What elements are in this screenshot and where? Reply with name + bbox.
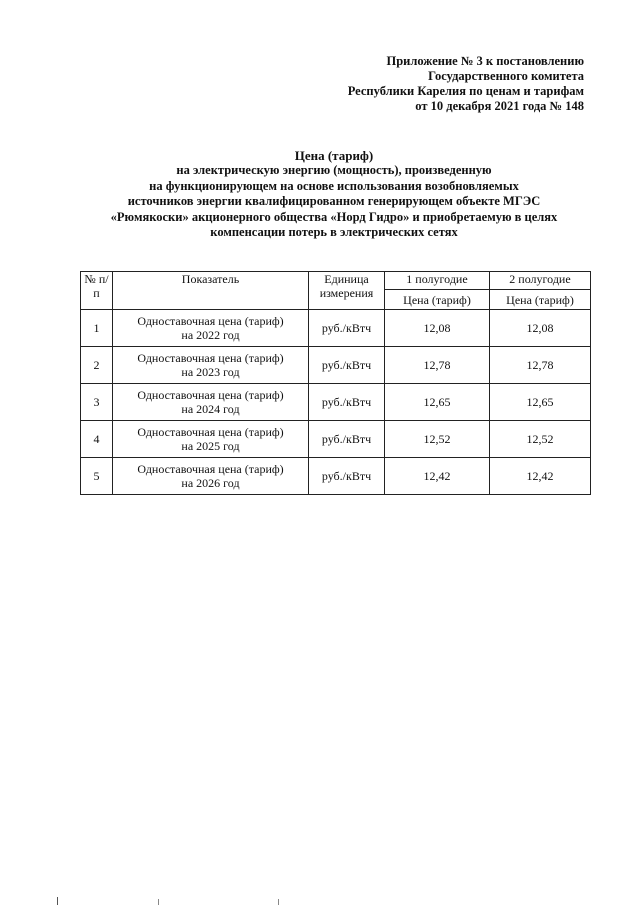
title-line: источников энергии квалифицированном генерирующем объекте МГЭС [127, 194, 541, 209]
title-line: компенсации потерь в электрических сетях [210, 225, 458, 240]
row-indicator [113, 384, 309, 421]
row-num: 2 [81, 347, 113, 384]
row-price-half2: 12,78 [490, 347, 591, 384]
title-line: на электрическую энергию (мощность), произведенную [176, 163, 492, 178]
table-row [81, 421, 591, 458]
table-row [81, 347, 591, 384]
document-title [80, 148, 588, 240]
header-half2: 2 полугодие [490, 272, 591, 290]
row-unit: руб./кВтч [309, 310, 385, 347]
row-num: 5 [81, 458, 113, 495]
row-num: 1 [81, 310, 113, 347]
row-indicator [113, 421, 309, 458]
title-line: на функционирующем на основе использования возобновляемых [149, 178, 519, 193]
document-header [348, 54, 584, 114]
row-num: 3 [81, 384, 113, 421]
row-indicator-line2: на 2024 год [181, 402, 240, 416]
scan-marks [0, 896, 640, 905]
tariff-table [80, 271, 591, 495]
scan-mark [158, 899, 159, 905]
header-line: Государственного комитета [428, 69, 584, 83]
header-price2: Цена (тариф) [490, 290, 591, 310]
row-indicator-line2: на 2022 год [181, 328, 240, 342]
row-indicator-line1: Одноставочная цена (тариф) [137, 314, 284, 328]
scan-mark [57, 897, 58, 905]
header-unit: Единица измерения [309, 272, 385, 310]
header-num: № п/п [81, 272, 113, 310]
row-price-half2: 12,52 [490, 421, 591, 458]
row-price-half1: 12,52 [385, 421, 490, 458]
header-indicator: Показатель [113, 272, 309, 310]
row-indicator-line1: Одноставочная цена (тариф) [137, 425, 284, 439]
row-indicator-line2: на 2025 год [181, 439, 240, 453]
row-price-half1: 12,08 [385, 310, 490, 347]
header-line: Приложение № 3 к постановлению [386, 54, 584, 68]
row-price-half2: 12,42 [490, 458, 591, 495]
row-price-half2: 12,65 [490, 384, 591, 421]
row-price-half2: 12,08 [490, 310, 591, 347]
title-line: «Рюмякоски» акционерного общества «Норд Гидро» и приобретаемую в целях [110, 209, 558, 224]
row-indicator [113, 310, 309, 347]
row-num: 4 [81, 421, 113, 458]
row-indicator [113, 347, 309, 384]
row-indicator-line2: на 2023 год [181, 365, 240, 379]
row-indicator [113, 458, 309, 495]
row-unit: руб./кВтч [309, 458, 385, 495]
row-price-half1: 12,65 [385, 384, 490, 421]
header-half1: 1 полугодие [385, 272, 490, 290]
row-unit: руб./кВтч [309, 421, 385, 458]
header-line: от 10 декабря 2021 года № 148 [415, 99, 584, 113]
header-line: Республики Карелия по ценам и тарифам [347, 84, 584, 98]
row-indicator-line1: Одноставочная цена (тариф) [137, 462, 284, 476]
scan-mark [278, 899, 279, 905]
table-row [81, 458, 591, 495]
row-unit: руб./кВтч [309, 384, 385, 421]
row-indicator-line1: Одноставочная цена (тариф) [137, 351, 284, 365]
header-price1: Цена (тариф) [385, 290, 490, 310]
title-main: Цена (тариф) [294, 148, 374, 163]
row-unit: руб./кВтч [309, 347, 385, 384]
table-row [81, 310, 591, 347]
row-indicator-line2: на 2026 год [181, 476, 240, 490]
row-price-half1: 12,78 [385, 347, 490, 384]
row-indicator-line1: Одноставочная цена (тариф) [137, 388, 284, 402]
row-price-half1: 12,42 [385, 458, 490, 495]
table-row [81, 384, 591, 421]
